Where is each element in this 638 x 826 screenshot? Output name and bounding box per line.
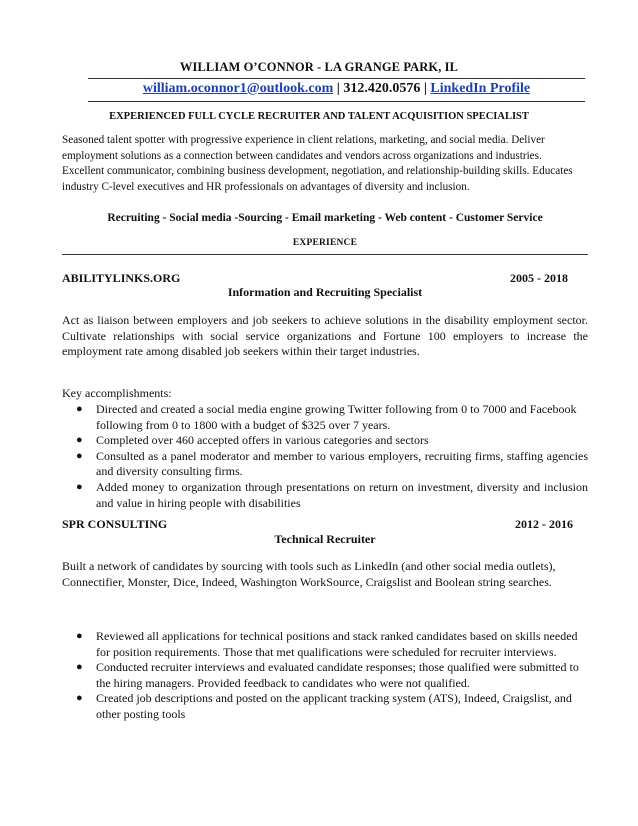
contact-line [88,81,585,97]
job-description: Built a network of candidates by sourcing with tools such as LinkedIn (and other social media outlets), Connectifier, Monster, Dice, Indeed, Washington WorkSource, Craigslist and Boolean string searches. [62,559,556,589]
bullet-icon: ● [76,480,83,493]
list-item: ● Completed over 460 accepted offers in various categories and sectors [76,433,429,448]
contact-separator: | [336,81,340,96]
accomplishments-label: Key accomplishments: [62,386,172,400]
bullet-icon: ● [76,692,83,705]
job-description: Act as liaison between employers and job seekers to achieve solutions in the disability employment sector. Cultivate relationships with social service organizations and Fortune 100 employers to increase the employment rate among disabled job seekers within their target industries. [62,313,588,359]
email-link[interactable]: william.oconnor1@outlook.com [142,81,334,96]
list-item: ● Added money to organization through presentations on return on investment, diversity and inclusion and value in hiring people with disabilities [76,479,588,510]
job-role: Information and Recruiting Specialist [227,285,423,299]
accomplishments-list [62,402,588,511]
bullet-icon: ● [76,661,83,674]
phone-number: 312.420.0576 [343,81,421,96]
job-role: Technical Recruiter [274,532,376,546]
linkedin-profile-link[interactable]: LinkedIn Profile [430,81,531,96]
list-item: ● Consulted as a panel moderator and member to various employers, recruiting firms, staffing agencies and diversity consulting firms. [76,448,588,479]
list-item: ● Directed and created a social media engine growing Twitter following from 0 to 7000 and Facebook following from 0 to 1800 with a budget of $325 over 7 years. [76,402,577,432]
header-top-rule [88,78,585,79]
professional-headline: EXPERIENCED FULL CYCLE RECRUITER AND TALENT ACQUISITION SPECIALIST [109,111,529,122]
bullet-icon: ● [76,630,83,642]
skills-line: Recruiting - Social media -Sourcing - Email marketing - Web content - Customer Service [107,212,543,224]
bullet-icon: ● [76,434,83,447]
job-dates: 2005 - 2018 [510,271,568,285]
bullet-icon: ● [76,449,83,462]
bullet-icon: ● [76,403,83,415]
job-dates: 2012 - 2016 [515,517,573,531]
experience-rule [62,254,588,255]
name-location-heading: WILLIAM O’CONNOR - LA GRANGE PARK, IL [179,60,459,74]
job-company: SPR CONSULTING [62,517,168,531]
list-item: ● Conducted recruiter interviews and evaluated candidate responses; those qualified were submitted to the hiring managers. Provided feedback to candidates who were not qualified. [76,660,579,690]
list-item: ● Reviewed all applications for technical positions and stack ranked candidates based on skills needed for position requirements. Those that met qualifications were scheduled for recruiter interviews. [76,629,578,659]
job-company: ABILITYLINKS.ORG [62,271,181,285]
responsibilities-list [62,629,592,723]
list-item: ● Created job descriptions and posted on the applicant tracking system (ATS), Indeed, Craigslist, and other posting tools [76,691,572,721]
summary-paragraph: Seasoned talent spotter with progressive experience in client relations, marketing, and social media. Deliver employment solutions as a connection between candidates and vendors across organizations and industries. Excellent communicator, combining business development, negotiation, and relationship-building skills. Educates industry C-level executives and HR professionals on advantages of diversity and inclusion. [62,134,573,193]
experience-section-title: EXPERIENCE [292,238,358,248]
header-bottom-rule [88,101,585,102]
contact-separator: | [423,81,427,96]
